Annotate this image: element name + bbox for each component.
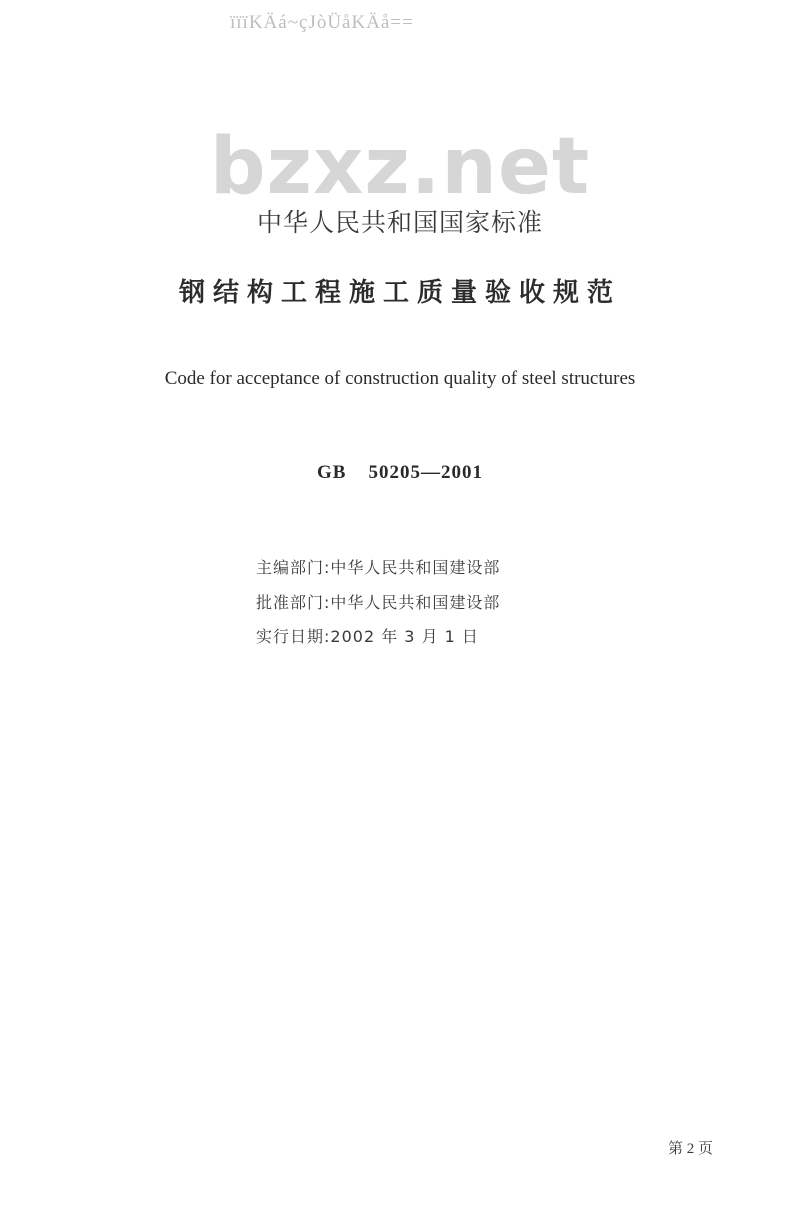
approver-department-value: 中华人民共和国建设部 (330, 593, 501, 612)
effective-date (256, 624, 479, 647)
document-title-en: Code for acceptance of construction quality of steel structures (164, 368, 636, 389)
editor-department-value: 中华人民共和国建设部 (330, 558, 501, 577)
effective-date-label: 实行日期: (256, 627, 331, 646)
document-title-cn: 钢结构工程施工质量验收规范 (178, 278, 621, 308)
standard-code-number: 50205—2001 (368, 462, 483, 483)
editor-department-label: 主编部门: (256, 558, 331, 577)
page-number: 第 2 页 (668, 1141, 714, 1157)
standard-category: 中华人民共和国国家标准 (256, 208, 543, 237)
standard-code (0, 462, 800, 484)
watermark-logo: bzxz.net (209, 122, 591, 212)
standard-code-prefix: GB (317, 462, 347, 483)
approver-department (256, 590, 500, 613)
effective-date-value: 2002 年 3 月 1 日 (330, 627, 479, 646)
editor-department (256, 555, 500, 578)
approver-department-label: 批准部门: (256, 593, 331, 612)
garbled-header-text: ïïïKÄá~çJòÜåKÄå== (230, 12, 414, 33)
